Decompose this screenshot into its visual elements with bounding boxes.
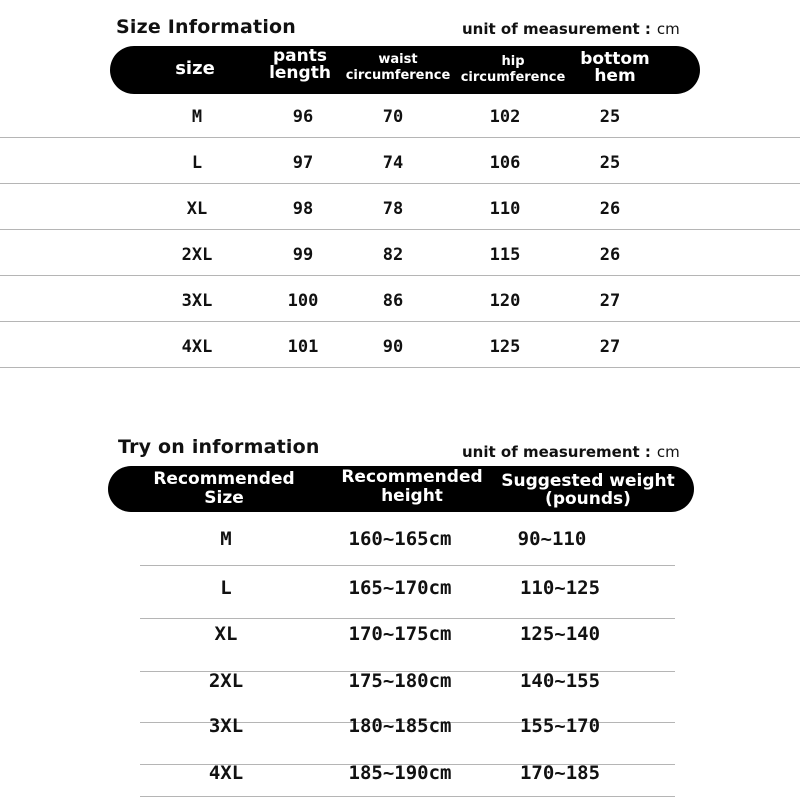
try-on-cell: 125~140 <box>519 623 601 645</box>
size-header-hip-line2: circumference <box>460 70 566 85</box>
try-on-cell: 155~170 <box>519 715 601 737</box>
try-on-row <box>140 567 675 619</box>
size-cell: 27 <box>599 337 621 357</box>
try-on-header-size <box>128 471 320 507</box>
size-header-hip <box>457 55 569 84</box>
try-on-header-weight-line2: (pounds) <box>545 489 631 509</box>
size-header-pants-length-line1: pants <box>273 46 327 66</box>
try-on-row <box>140 715 675 765</box>
size-cell: M <box>191 107 203 127</box>
size-cell: 3XL <box>181 291 213 311</box>
try-on-unit-value: cm <box>656 443 680 461</box>
try-on-row <box>140 620 675 672</box>
size-header-waist-line1: waist <box>378 52 418 67</box>
size-header-bottom-hem <box>570 51 660 85</box>
try-on-cell: 3XL <box>208 715 244 737</box>
size-cell: 74 <box>382 153 404 173</box>
size-header-bottom-hem-line1: bottom <box>580 49 650 69</box>
size-cell: 115 <box>489 245 521 265</box>
size-cell: 100 <box>287 291 319 311</box>
try-on-row <box>140 762 675 797</box>
size-cell: 96 <box>292 107 314 127</box>
try-on-header-height <box>328 469 496 505</box>
size-row <box>0 140 800 184</box>
try-on-cell: 2XL <box>208 670 244 692</box>
try-on-cell: 180~185cm <box>348 715 452 737</box>
try-on-cell: 110~125 <box>519 577 601 599</box>
size-header-pants-length <box>250 48 350 82</box>
size-cell: 125 <box>489 337 521 357</box>
size-row <box>0 324 800 368</box>
size-cell: 27 <box>599 291 621 311</box>
try-on-cell: L <box>220 577 232 599</box>
size-info-unit-label: unit of measurement : <box>462 20 651 38</box>
try-on-cell: 170~175cm <box>348 623 452 645</box>
try-on-title: Try on information <box>118 436 320 458</box>
try-on-header-weight-line1: Suggested weight <box>501 471 675 491</box>
try-on-header-weight <box>490 473 686 508</box>
size-header-waist <box>342 53 454 82</box>
size-cell: XL <box>186 199 208 219</box>
size-header-size <box>130 60 260 78</box>
size-cell: 26 <box>599 245 621 265</box>
size-row <box>0 278 800 322</box>
size-cell: 110 <box>489 199 521 219</box>
size-header-waist-line2: circumference <box>345 68 451 83</box>
try-on-cell: 165~170cm <box>348 577 452 599</box>
try-on-unit <box>462 443 680 461</box>
size-cell: 78 <box>382 199 404 219</box>
size-cell: 82 <box>382 245 404 265</box>
size-info-header-bar <box>110 46 700 94</box>
size-cell: 25 <box>599 107 621 127</box>
size-cell: 99 <box>292 245 314 265</box>
size-cell: 97 <box>292 153 314 173</box>
size-cell: L <box>191 153 203 173</box>
try-on-header-bar <box>108 466 694 512</box>
try-on-cell: 175~180cm <box>348 670 452 692</box>
size-cell: 70 <box>382 107 404 127</box>
try-on-cell: 185~190cm <box>348 762 452 784</box>
try-on-cell: XL <box>214 623 238 645</box>
size-cell: 26 <box>599 199 621 219</box>
size-info-title: Size Information <box>116 16 297 38</box>
size-cell: 98 <box>292 199 314 219</box>
size-header-hip-line1: hip <box>501 54 525 69</box>
try-on-cell: 90~110 <box>517 528 587 550</box>
size-cell: 101 <box>287 337 319 357</box>
size-cell: 25 <box>599 153 621 173</box>
try-on-unit-label: unit of measurement : <box>462 443 651 461</box>
size-cell: 102 <box>489 107 521 127</box>
size-info-unit-value: cm <box>656 20 680 38</box>
try-on-header-size-line2: Size <box>204 488 244 508</box>
try-on-header-size-line1: Recommended <box>153 469 295 489</box>
try-on-row <box>140 514 675 566</box>
size-cell: 106 <box>489 153 521 173</box>
size-row <box>0 94 800 138</box>
size-row <box>0 186 800 230</box>
try-on-cell: 4XL <box>208 762 244 784</box>
size-cell: 2XL <box>181 245 213 265</box>
try-on-cell: M <box>220 528 232 550</box>
try-on-cell: 160~165cm <box>348 528 452 550</box>
size-header-pants-length-line2: length <box>269 63 331 83</box>
try-on-cell: 170~185 <box>519 762 601 784</box>
size-cell: 90 <box>382 337 404 357</box>
try-on-header-height-line1: Recommended <box>341 467 483 487</box>
size-cell: 86 <box>382 291 404 311</box>
size-row <box>0 232 800 276</box>
size-info-unit <box>462 20 680 38</box>
size-cell: 4XL <box>181 337 213 357</box>
size-header-size-line1: size <box>175 58 215 79</box>
size-header-bottom-hem-line2: hem <box>594 66 636 86</box>
try-on-header-height-line2: height <box>381 486 443 506</box>
size-cell: 120 <box>489 291 521 311</box>
try-on-cell: 140~155 <box>519 670 601 692</box>
